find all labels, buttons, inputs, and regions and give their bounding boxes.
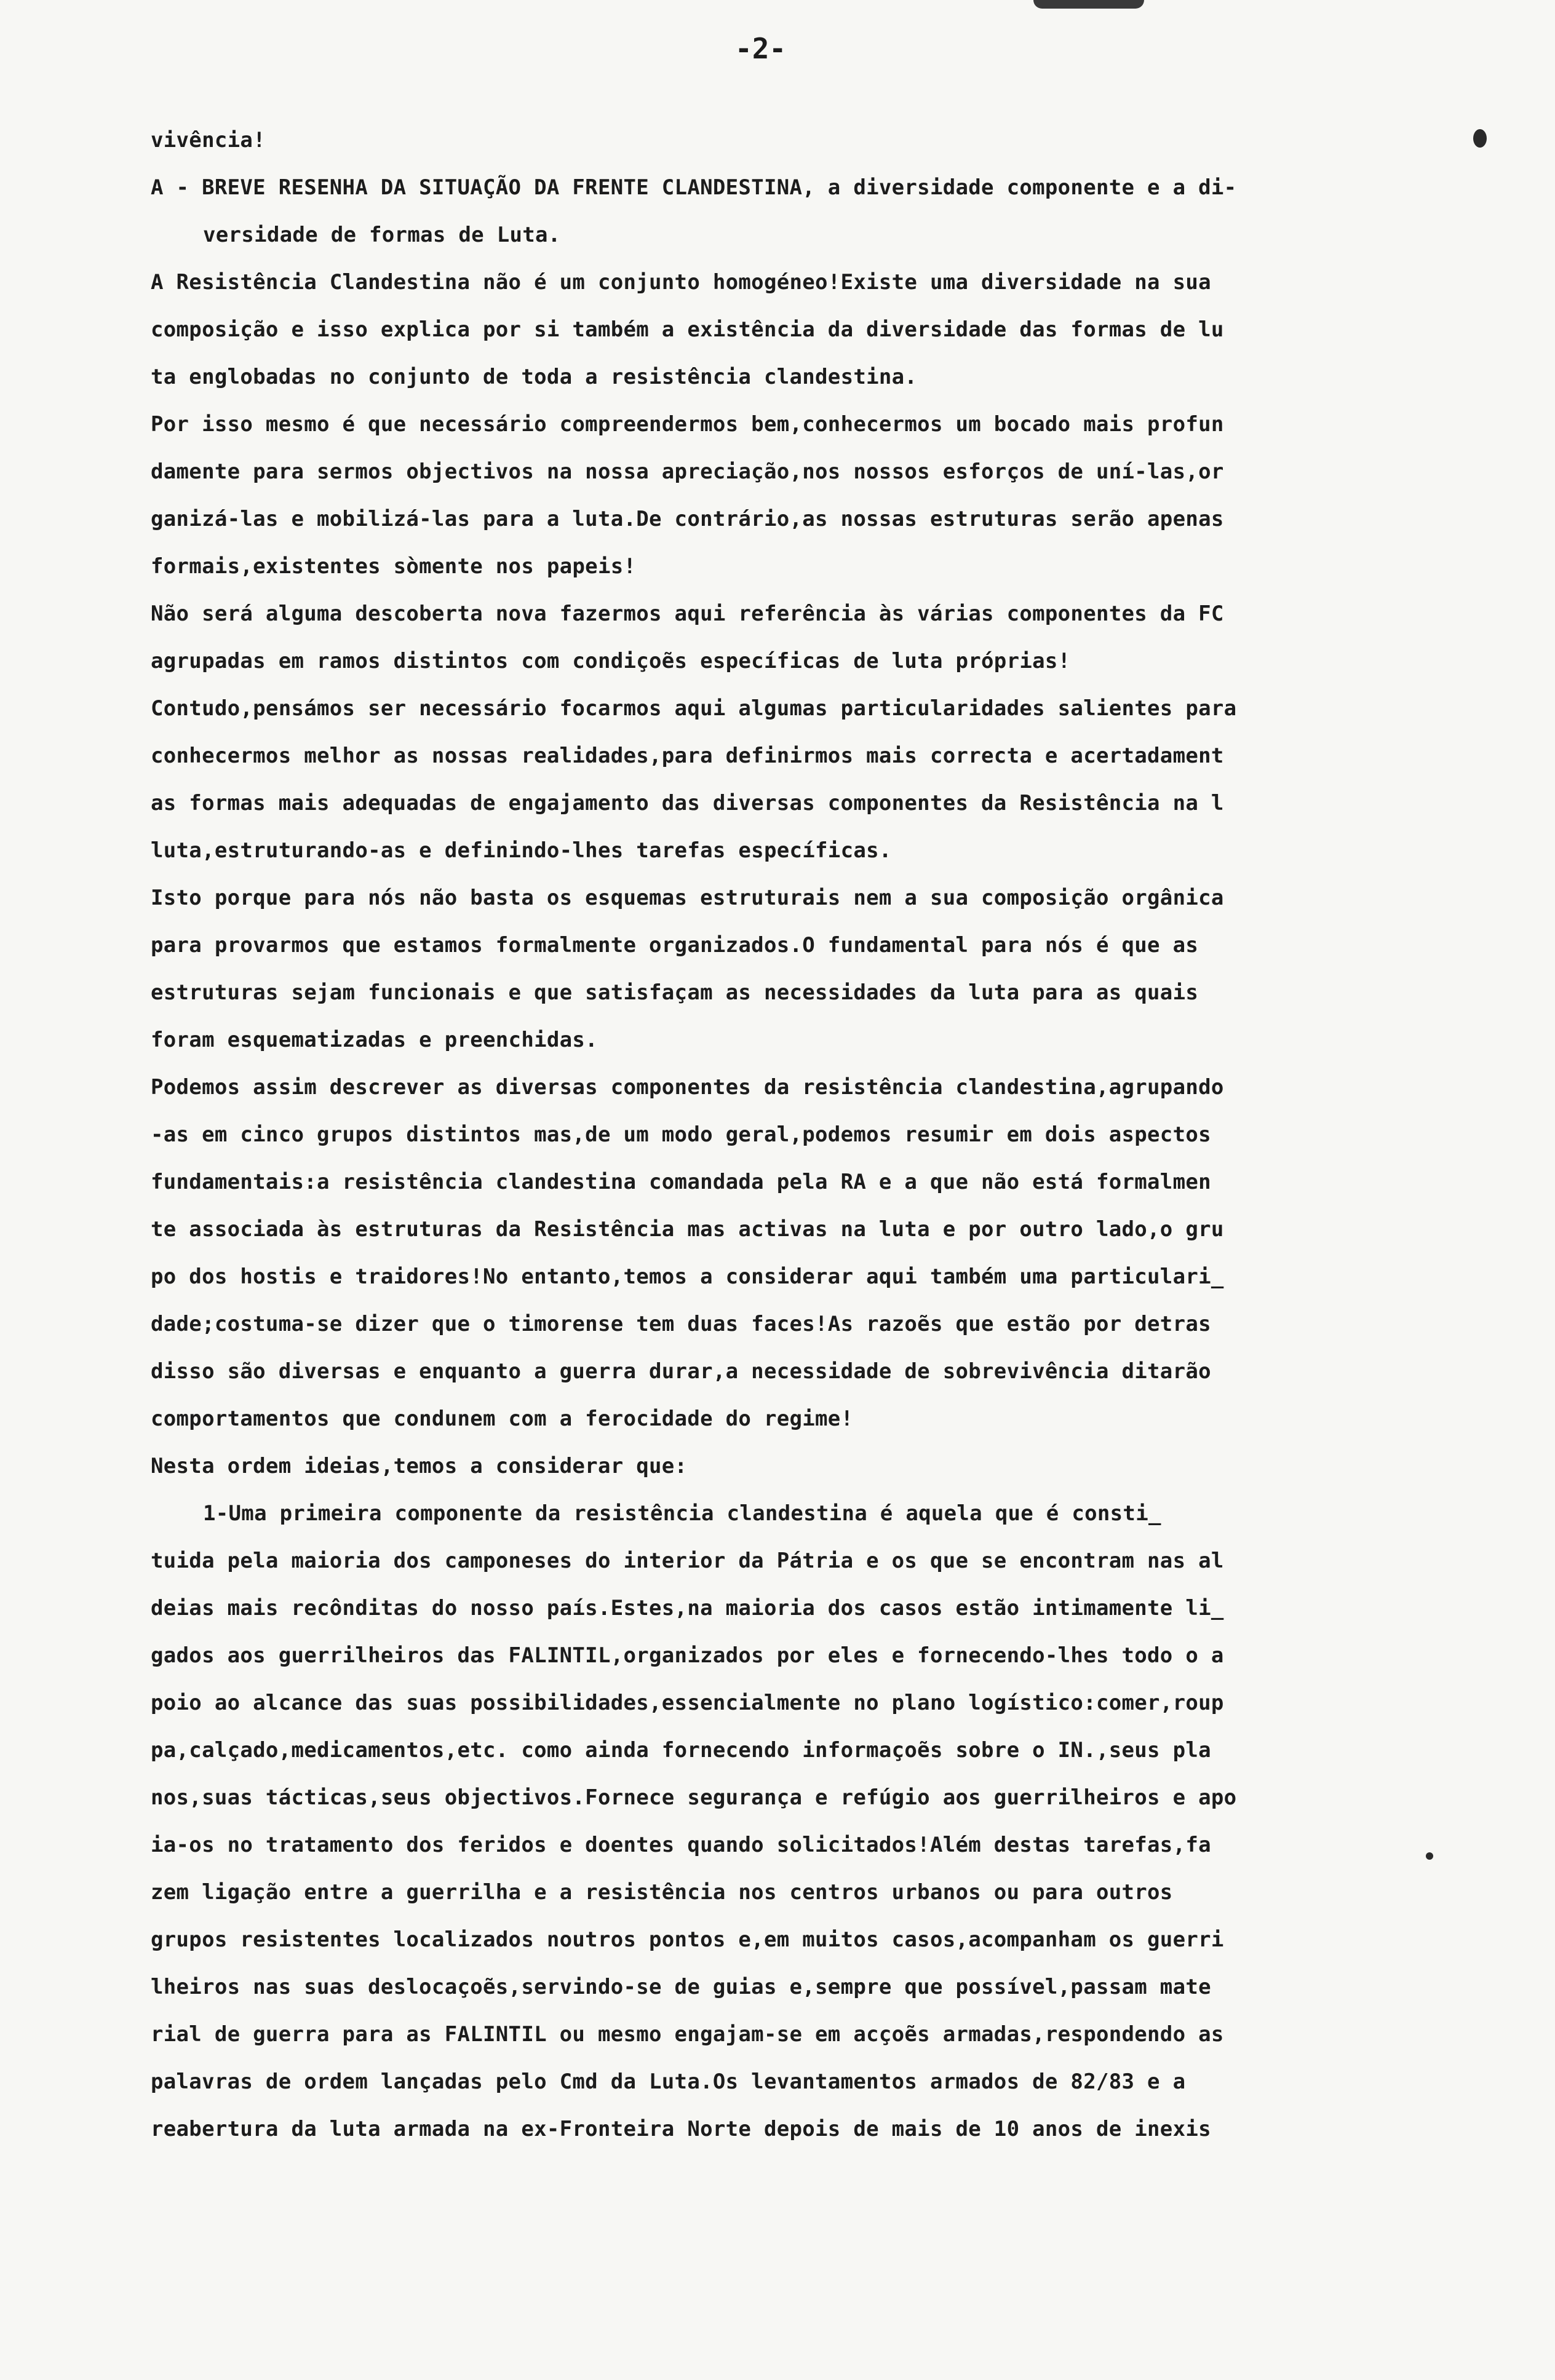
text-line: po dos hostis e traidores!No entanto,temos a considerar aqui também uma particulari_ — [151, 1264, 1224, 1289]
page-number: -2- — [735, 32, 787, 65]
scan-speck — [1473, 129, 1487, 148]
text-line: grupos resistentes localizados noutros pontos e,em muitos casos,acompanham os guerri — [151, 1927, 1224, 1952]
text-line: comportamentos que condunem com a ferocidade do regime! — [151, 1406, 854, 1431]
text-line: Contudo,pensámos ser necessário focarmos aqui algumas particularidades salientes para — [151, 696, 1237, 721]
scan-mark — [1033, 0, 1144, 9]
text-line: vivência! — [151, 128, 266, 153]
text-line: damente para sermos objectivos na nossa apreciação,nos nossos esforços de uní-las,or — [151, 459, 1224, 484]
text-line: formais,existentes sòmente nos papeis! — [151, 554, 637, 579]
body-text — [151, 117, 1473, 2153]
text-line: rial de guerra para as FALINTIL ou mesmo engajam-se em acçoẽs armadas,respondendo as — [151, 2022, 1224, 2047]
text-line: disso são diversas e enquanto a guerra durar,a necessidade de sobrevivência ditarão — [151, 1359, 1211, 1384]
text-line: Nesta ordem ideias,temos a considerar que: — [151, 1454, 688, 1478]
text-line: estruturas sejam funcionais e que satisfaçam as necessidades da luta para as quais — [151, 980, 1199, 1005]
text-line: Podemos assim descrever as diversas componentes da resistência clandestina,agrupando — [151, 1075, 1224, 1100]
text-line: ia-os no tratamento dos feridos e doentes quando solicitados!Além destas tarefas,fa — [151, 1833, 1211, 1857]
section-heading-continued: versidade de formas de Luta. — [203, 223, 561, 247]
text-line: luta,estruturando-as e definindo-lhes tarefas específicas. — [151, 838, 892, 863]
text-line: as formas mais adequadas de engajamento das diversas componentes da Resistência na l — [151, 791, 1224, 815]
text-line: pa,calçado,medicamentos,etc. como ainda fornecendo informaçoẽs sobre o IN.,seus pla — [151, 1738, 1211, 1763]
text-line: fundamentais:a resistência clandestina comandada pela RA e a que não está formalmen — [151, 1170, 1211, 1194]
text-line: zem ligação entre a guerrilha e a resistência nos centros urbanos ou para outros — [151, 1880, 1173, 1905]
text-line: tuida pela maioria dos camponeses do interior da Pátria e os que se encontram nas al — [151, 1549, 1224, 1573]
text-line: gados aos guerrilheiros das FALINTIL,organizados por eles e fornecendo-lhes todo o a — [151, 1643, 1224, 1668]
list-item-first-line: 1-Uma primeira componente da resistência clandestina é aquela que é consti_ — [203, 1501, 1161, 1526]
text-line: agrupadas em ramos distintos com condiçoẽs específicas de luta próprias! — [151, 649, 1071, 673]
text-line: Não será alguma descoberta nova fazermos aqui referência às várias componentes da FC — [151, 601, 1224, 626]
text-line: composição e isso explica por si também a existência da diversidade das formas de lu — [151, 317, 1224, 342]
text-line: Isto porque para nós não basta os esquemas estruturais nem a sua composição orgânica — [151, 886, 1224, 910]
text-line: te associada às estruturas da Resistência mas activas na luta e por outro lado,o gru — [151, 1217, 1224, 1242]
text-line: reabertura da luta armada na ex-Fronteira Norte depois de mais de 10 anos de inexis — [151, 2117, 1211, 2141]
text-line: Por isso mesmo é que necessário compreendermos bem,conhecermos um bocado mais profun — [151, 412, 1224, 437]
text-line: para provarmos que estamos formalmente organizados.O fundamental para nós é que as — [151, 933, 1199, 958]
text-line: palavras de ordem lançadas pelo Cmd da Luta.Os levantamentos armados de 82/83 e a — [151, 2069, 1186, 2094]
text-line: conhecermos melhor as nossas realidades,para definirmos mais correcta e acertadament — [151, 744, 1224, 768]
section-heading: A - BREVE RESENHA DA SITUAÇÃO DA FRENTE CLANDESTINA, a diversidade componente e a di- — [151, 175, 1237, 200]
text-line: deias mais recônditas do nosso país.Estes,na maioria dos casos estão intimamente li_ — [151, 1596, 1224, 1620]
text-line: ganizá-las e mobilizá-las para a luta.De contrário,as nossas estruturas serão apenas — [151, 507, 1224, 531]
text-line: foram esquematizadas e preenchidas. — [151, 1028, 598, 1052]
text-line: A Resistência Clandestina não é um conjunto homogéneo!Existe uma diversidade na sua — [151, 270, 1211, 295]
text-line: dade;costuma-se dizer que o timorense tem duas faces!As razoẽs que estão por detras — [151, 1312, 1211, 1336]
text-line: -as em cinco grupos distintos mas,de um modo geral,podemos resumir em dois aspectos — [151, 1122, 1211, 1147]
text-line: nos,suas tácticas,seus objectivos.Fornece segurança e refúgio aos guerrilheiros e apo — [151, 1785, 1237, 1810]
text-line: ta englobadas no conjunto de toda a resistência clandestina. — [151, 365, 918, 389]
text-line: poio ao alcance das suas possibilidades,essencialmente no plano logístico:comer,roup — [151, 1691, 1224, 1715]
text-line: lheiros nas suas deslocaçoẽs,servindo-se de guias e,sempre que possível,passam mate — [151, 1975, 1211, 1999]
